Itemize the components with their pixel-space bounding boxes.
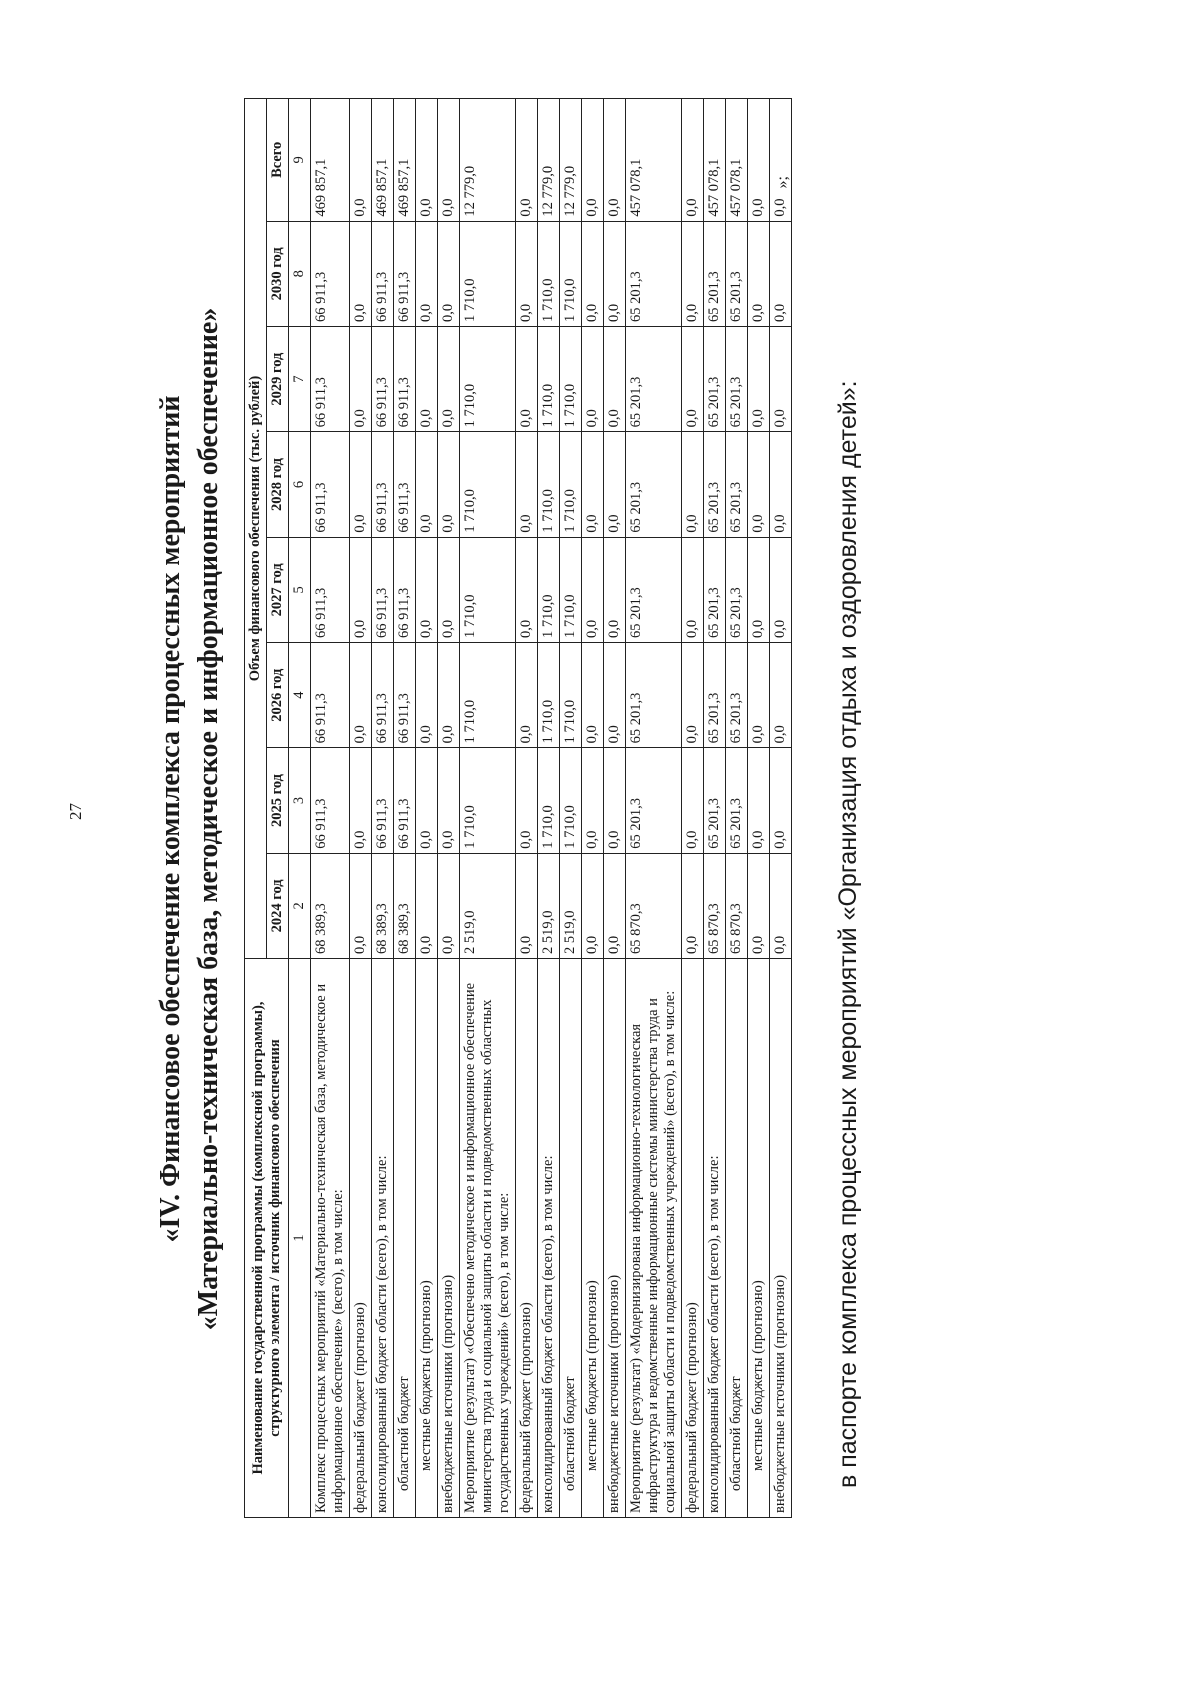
- row-name-cell: консолидированный бюджет области (всего), в том числе:: [704, 959, 726, 1518]
- table-row: [604, 99, 626, 1518]
- value-cell: 0,0: [748, 853, 770, 958]
- value-cell: 0,0: [350, 99, 372, 222]
- value-cell: 0,0: [770, 221, 792, 326]
- row-name-cell: федеральный бюджет (прогнозно): [516, 959, 538, 1518]
- value-cell: 0,0: [604, 432, 626, 537]
- value-cell: 65 201,3: [704, 326, 726, 431]
- value-cell: 0,0: [516, 537, 538, 642]
- value-cell: 0,0: [770, 537, 792, 642]
- value-cell: 457 078,1: [726, 99, 748, 222]
- row-name-cell: федеральный бюджет (прогнозно): [682, 959, 704, 1518]
- value-cell: 66 911,3: [372, 643, 394, 748]
- year-header-3: 2027 год: [267, 537, 289, 642]
- value-cell: 469 857,1: [311, 99, 350, 222]
- index-cell-1: 2: [289, 853, 311, 958]
- value-cell: 0,0: [582, 99, 604, 222]
- header-volume-cell: Объем финансового обеспечения (тыс. рублей): [245, 99, 267, 959]
- row-name-cell: внебюджетные источники (прогнозно): [438, 959, 460, 1518]
- value-cell: 1 710,0: [460, 432, 516, 537]
- footer-text: в паспорте комплекса процессных мероприятий «Организация отдыха и оздоровления детей»:: [834, 380, 862, 1488]
- value-cell: 0,0: [350, 853, 372, 958]
- value-cell: 65 201,3: [626, 643, 682, 748]
- value-cell: 0,0: [682, 643, 704, 748]
- value-cell: 1 710,0: [538, 432, 560, 537]
- value-cell: 0,0: [770, 99, 792, 222]
- table-row: [516, 99, 538, 1518]
- value-cell: 0,0: [770, 853, 792, 958]
- value-cell: 12 779,0: [538, 99, 560, 222]
- value-cell: 66 911,3: [394, 221, 416, 326]
- value-cell: 0,0: [516, 326, 538, 431]
- value-cell: 1 710,0: [538, 537, 560, 642]
- row-name-cell: местные бюджеты (прогнозно): [416, 959, 438, 1518]
- value-cell: 0,0: [604, 326, 626, 431]
- table-wrapper: [244, 141, 792, 1518]
- value-cell: 1 710,0: [538, 748, 560, 853]
- value-cell: 0,0: [438, 748, 460, 853]
- value-cell: 12 779,0: [460, 99, 516, 222]
- value-cell: 1 710,0: [560, 643, 582, 748]
- table-body: [289, 99, 792, 1518]
- row-name-cell: местные бюджеты (прогнозно): [582, 959, 604, 1518]
- value-cell: 0,0: [516, 221, 538, 326]
- row-name-cell: местные бюджеты (прогнозно): [748, 959, 770, 1518]
- rotated-page-content: [0, 100, 863, 1580]
- value-cell: 0,0: [416, 537, 438, 642]
- value-cell: 0,0: [770, 643, 792, 748]
- row-name-cell: консолидированный бюджет области (всего), в том числе:: [372, 959, 394, 1518]
- value-cell: 65 870,3: [626, 853, 682, 958]
- value-cell: 66 911,3: [311, 643, 350, 748]
- row-name-cell: внебюджетные источники (прогнозно): [770, 959, 792, 1518]
- value-cell: 66 911,3: [394, 432, 416, 537]
- value-cell: 0,0: [682, 326, 704, 431]
- header-name-cell: Наименование государственной программы (комплексной программы), структурного элемента / источник финансового обеспечения: [245, 959, 289, 1518]
- value-cell: 0,0: [416, 99, 438, 222]
- value-cell: 0,0: [748, 748, 770, 853]
- value-cell: 0,0: [416, 643, 438, 748]
- value-cell: 1 710,0: [560, 221, 582, 326]
- value-cell: 65 201,3: [726, 326, 748, 431]
- value-cell: 457 078,1: [626, 99, 682, 222]
- value-cell: 1 710,0: [460, 643, 516, 748]
- value-cell: 0,0: [416, 748, 438, 853]
- value-cell: 0,0: [748, 643, 770, 748]
- value-cell: 0,0: [770, 326, 792, 431]
- value-cell: 66 911,3: [311, 537, 350, 642]
- value-cell: 2 519,0: [538, 853, 560, 958]
- row-name-cell: консолидированный бюджет области (всего), в том числе:: [538, 959, 560, 1518]
- value-cell: 0,0: [604, 643, 626, 748]
- table-row: [748, 99, 770, 1518]
- value-cell: 65 201,3: [726, 537, 748, 642]
- value-cell: 0,0: [582, 221, 604, 326]
- value-cell: 0,0: [438, 853, 460, 958]
- value-cell: 1 710,0: [460, 221, 516, 326]
- value-cell: 65 201,3: [704, 432, 726, 537]
- row-name-cell: областной бюджет: [726, 959, 748, 1518]
- row-name-cell: областной бюджет: [394, 959, 416, 1518]
- row-name-cell: областной бюджет: [560, 959, 582, 1518]
- year-header-7: Всего: [267, 99, 289, 222]
- year-header-0: 2024 год: [267, 853, 289, 958]
- year-header-4: 2028 год: [267, 432, 289, 537]
- value-cell: 0,0: [416, 853, 438, 958]
- value-cell: 0,0: [748, 432, 770, 537]
- value-cell: 469 857,1: [372, 99, 394, 222]
- table-row: [372, 99, 394, 1518]
- value-cell: 65 201,3: [626, 432, 682, 537]
- value-cell: 0,0: [516, 432, 538, 537]
- table-row: [626, 99, 682, 1518]
- value-cell: 2 519,0: [460, 853, 516, 958]
- value-cell: 65 201,3: [704, 748, 726, 853]
- closing-mark: »;: [774, 176, 791, 189]
- value-cell: 65 201,3: [704, 643, 726, 748]
- table-row: [394, 99, 416, 1518]
- value-cell: 0,0: [682, 853, 704, 958]
- value-cell: 65 201,3: [726, 432, 748, 537]
- index-cell-8: 9: [289, 99, 311, 222]
- value-cell: 0,0: [516, 748, 538, 853]
- value-cell: 65 870,3: [704, 853, 726, 958]
- value-cell: 0,0: [350, 748, 372, 853]
- value-cell: 457 078,1: [704, 99, 726, 222]
- value-cell: 65 201,3: [726, 643, 748, 748]
- value-cell: 66 911,3: [311, 432, 350, 537]
- table-row: [682, 99, 704, 1518]
- index-cell-5: 6: [289, 432, 311, 537]
- value-cell: 65 201,3: [726, 221, 748, 326]
- value-cell: 0,0: [604, 537, 626, 642]
- value-cell: 0,0: [438, 99, 460, 222]
- year-header-1: 2025 год: [267, 748, 289, 853]
- value-cell: 0,0: [416, 432, 438, 537]
- table-row: [460, 99, 516, 1518]
- value-cell: 0,0: [604, 99, 626, 222]
- value-cell: 0,0: [516, 853, 538, 958]
- value-cell: 66 911,3: [372, 748, 394, 853]
- value-cell: 65 201,3: [704, 221, 726, 326]
- table-row: [704, 99, 726, 1518]
- index-cell-0: 1: [289, 959, 311, 1518]
- index-cell-6: 7: [289, 326, 311, 431]
- page-number: 27: [66, 803, 85, 820]
- value-cell: 0,0: [582, 748, 604, 853]
- table-row: [350, 99, 372, 1518]
- value-cell: 66 911,3: [394, 643, 416, 748]
- value-cell: 1 710,0: [538, 326, 560, 431]
- row-name-cell: Комплекс процессных мероприятий «Материально-техническая база, методическое и информационное обеспечение» (всего), в том числе:: [311, 959, 350, 1518]
- value-cell: 0,0: [748, 221, 770, 326]
- value-cell: 65 870,3: [726, 853, 748, 958]
- value-cell: 0,0: [582, 853, 604, 958]
- value-cell: 0,0: [770, 432, 792, 537]
- value-cell: 0,0: [438, 537, 460, 642]
- value-cell: 1 710,0: [560, 326, 582, 431]
- value-cell: 0,0: [748, 99, 770, 222]
- index-cell-4: 5: [289, 537, 311, 642]
- value-cell: 1 710,0: [460, 748, 516, 853]
- value-cell: 1 710,0: [460, 537, 516, 642]
- table-row: [560, 99, 582, 1518]
- value-cell: 0,0: [350, 326, 372, 431]
- value-cell: 0,0: [582, 643, 604, 748]
- index-cell-3: 4: [289, 643, 311, 748]
- table-row: [726, 99, 748, 1518]
- value-cell: 0,0: [682, 537, 704, 642]
- value-cell: 0,0: [682, 748, 704, 853]
- index-row: [289, 99, 311, 1518]
- index-cell-7: 8: [289, 221, 311, 326]
- value-cell: 0,0: [770, 748, 792, 853]
- value-cell: 1 710,0: [538, 643, 560, 748]
- row-name-cell: Мероприятие (результат) «Модернизирована информационно-технологическая инфраструктура и ведомственные информационные системы министерства труда и социальной защиты области и подведомственных учреждений» (всего), в том числе:: [626, 959, 682, 1518]
- value-cell: 66 911,3: [311, 326, 350, 431]
- value-cell: 65 201,3: [626, 748, 682, 853]
- value-cell: 0,0: [438, 643, 460, 748]
- value-cell: 0,0: [350, 643, 372, 748]
- value-cell: 68 389,3: [394, 853, 416, 958]
- row-name-cell: внебюджетные источники (прогнозно): [604, 959, 626, 1518]
- value-cell: 66 911,3: [311, 748, 350, 853]
- value-cell: 65 201,3: [626, 221, 682, 326]
- value-cell: 65 201,3: [626, 537, 682, 642]
- value-cell: 66 911,3: [372, 221, 394, 326]
- value-cell: 0,0: [416, 221, 438, 326]
- value-cell: 0,0: [516, 643, 538, 748]
- value-cell: 2 519,0: [560, 853, 582, 958]
- table-row: [416, 99, 438, 1518]
- value-cell: 66 911,3: [394, 537, 416, 642]
- year-header-5: 2029 год: [267, 326, 289, 431]
- value-cell: 0,0: [748, 537, 770, 642]
- value-cell: 469 857,1: [394, 99, 416, 222]
- value-cell: 0,0: [582, 537, 604, 642]
- financing-table: [244, 98, 792, 1518]
- row-name-cell: федеральный бюджет (прогнозно): [350, 959, 372, 1518]
- table-row: [582, 99, 604, 1518]
- value-cell: 0,0: [350, 432, 372, 537]
- value-cell: 0,0: [438, 221, 460, 326]
- table-row: [538, 99, 560, 1518]
- document-content: [152, 141, 863, 1580]
- value-cell: 0,0: [682, 432, 704, 537]
- value-cell: 66 911,3: [372, 326, 394, 431]
- value-cell: 1 710,0: [560, 432, 582, 537]
- index-cell-2: 3: [289, 748, 311, 853]
- table-row: [770, 99, 792, 1518]
- value-cell: 12 779,0: [560, 99, 582, 222]
- section-title: [152, 160, 228, 1518]
- value-cell: 66 911,3: [311, 221, 350, 326]
- value-cell: 0,0: [582, 326, 604, 431]
- value-cell: 66 911,3: [372, 537, 394, 642]
- row-name-cell: Мероприятие (результат) «Обеспечено методическое и информационное обеспечение министерства труда и социальной защиты области и подведомственных областных государственных учреждений» (всего), в том числе:: [460, 959, 516, 1518]
- value-cell: 0,0: [604, 221, 626, 326]
- value-cell: 1 710,0: [538, 221, 560, 326]
- value-cell: 0,0: [582, 432, 604, 537]
- value-cell: 0,0: [604, 748, 626, 853]
- year-header-6: 2030 год: [267, 221, 289, 326]
- value-cell: 0,0: [682, 99, 704, 222]
- value-cell: 0,0: [438, 326, 460, 431]
- value-cell: 0,0: [748, 326, 770, 431]
- value-cell: 0,0: [416, 326, 438, 431]
- title-line-2: «Материально-техническая база, методическое и информационное обеспечение»: [193, 307, 224, 1331]
- value-cell: 0,0: [516, 99, 538, 222]
- value-cell: 1 710,0: [560, 748, 582, 853]
- value-cell: 0,0: [438, 432, 460, 537]
- table-row: [311, 99, 350, 1518]
- value-cell: 65 201,3: [726, 748, 748, 853]
- value-cell: 65 201,3: [704, 537, 726, 642]
- value-cell: 1 710,0: [460, 326, 516, 431]
- value-cell: 66 911,3: [372, 432, 394, 537]
- value-cell: 66 911,3: [394, 748, 416, 853]
- title-line-1: «IV. Финансовое обеспечение комплекса процессных мероприятий: [155, 395, 186, 1243]
- value-cell: 68 389,3: [311, 853, 350, 958]
- value-cell: 0,0: [350, 221, 372, 326]
- year-header-2: 2026 год: [267, 643, 289, 748]
- value-cell: 1 710,0: [560, 537, 582, 642]
- value-cell: 0,0: [682, 221, 704, 326]
- value-cell: 0,0: [604, 853, 626, 958]
- value-cell: 68 389,3: [372, 853, 394, 958]
- value-cell: 65 201,3: [626, 326, 682, 431]
- value-cell: 0,0: [350, 537, 372, 642]
- table-row: [438, 99, 460, 1518]
- value-cell: 66 911,3: [394, 326, 416, 431]
